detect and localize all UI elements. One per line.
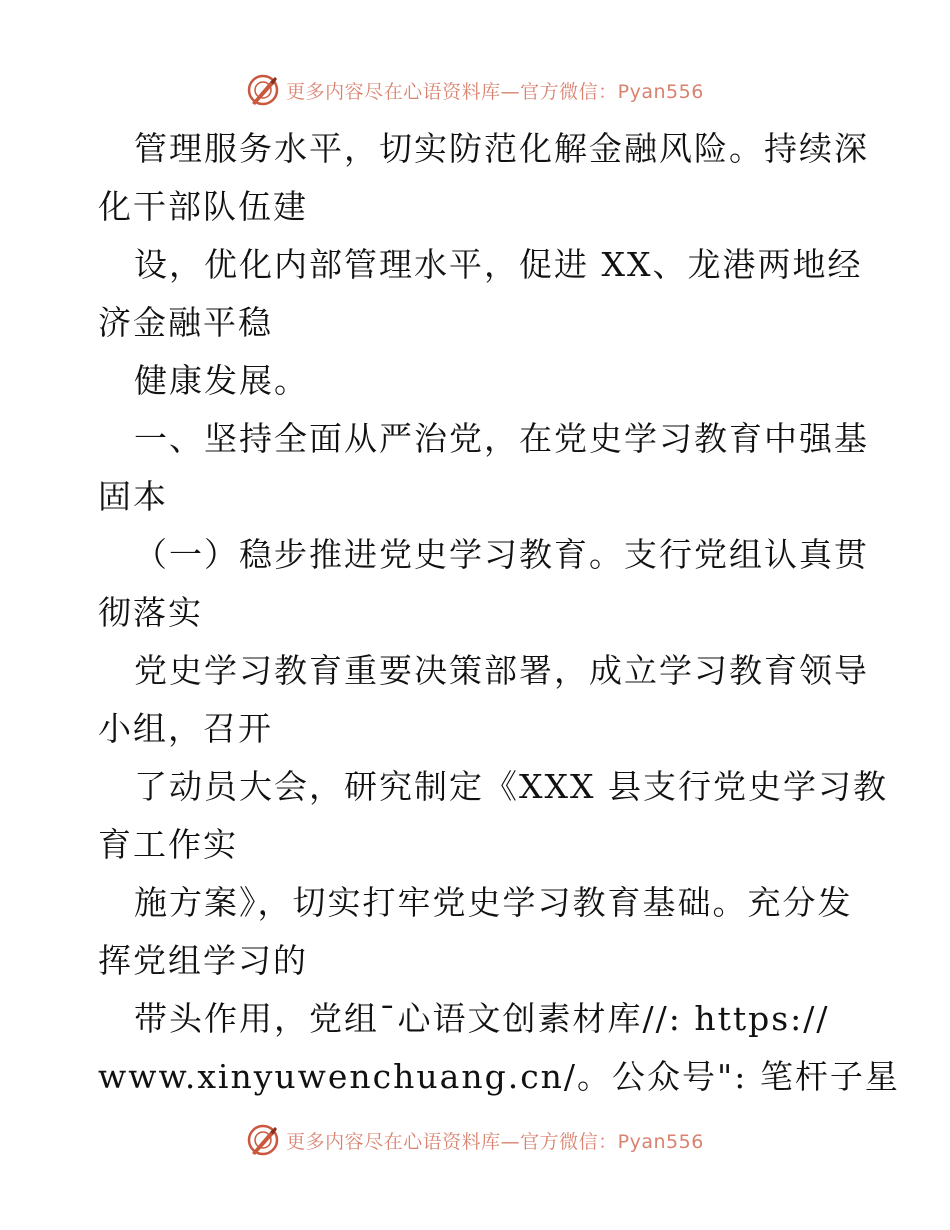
footer-watermark-text: 更多内容尽在心语资料库—官方微信：Pyan556 — [286, 1130, 704, 1153]
text-line: 施方案》，切实打牢党史学习教育基础。充分发 — [134, 883, 853, 922]
text-line: 育工作实 — [98, 825, 238, 864]
footer-watermark — [0, 1122, 950, 1158]
text-line: 健康发展。 — [134, 361, 309, 400]
text-line: 济金融平稳 — [98, 303, 273, 342]
header-watermark-text: 更多内容尽在心语资料库—官方微信：Pyan556 — [286, 80, 704, 103]
text-line: 小组，召开 — [98, 709, 273, 748]
document-body — [98, 120, 900, 1106]
text-line: 固本 — [98, 477, 168, 516]
header-watermark — [0, 72, 950, 108]
text-line: 了动员大会，研究制定《XXX 县支行党史学习教 — [134, 767, 888, 806]
text-line: www.xinyuwenchuang.cn/。公众号": 笔杆子星 — [98, 1057, 900, 1096]
text-line: 带头作用，党组¯心语文创素材库//: https:// — [134, 999, 830, 1038]
text-line: 挥党组学习的 — [98, 941, 308, 980]
text-line: （一）稳步推进党史学习教育。支行党组认真贯 — [134, 535, 869, 574]
pen-logo-icon — [246, 73, 280, 107]
text-line: 一、坚持全面从严治党，在党史学习教育中强基 — [134, 419, 869, 458]
text-line: 设，优化内部管理水平，促进 XX、龙港两地经 — [134, 245, 863, 284]
text-line: 彻落实 — [98, 593, 203, 632]
text-line: 化干部队伍建 — [98, 187, 308, 226]
text-line: 管理服务水平，切实防范化解金融风险。持续深 — [134, 129, 869, 168]
pen-logo-icon — [246, 1123, 280, 1157]
text-line: 党史学习教育重要决策部署，成立学习教育领导 — [134, 651, 869, 690]
